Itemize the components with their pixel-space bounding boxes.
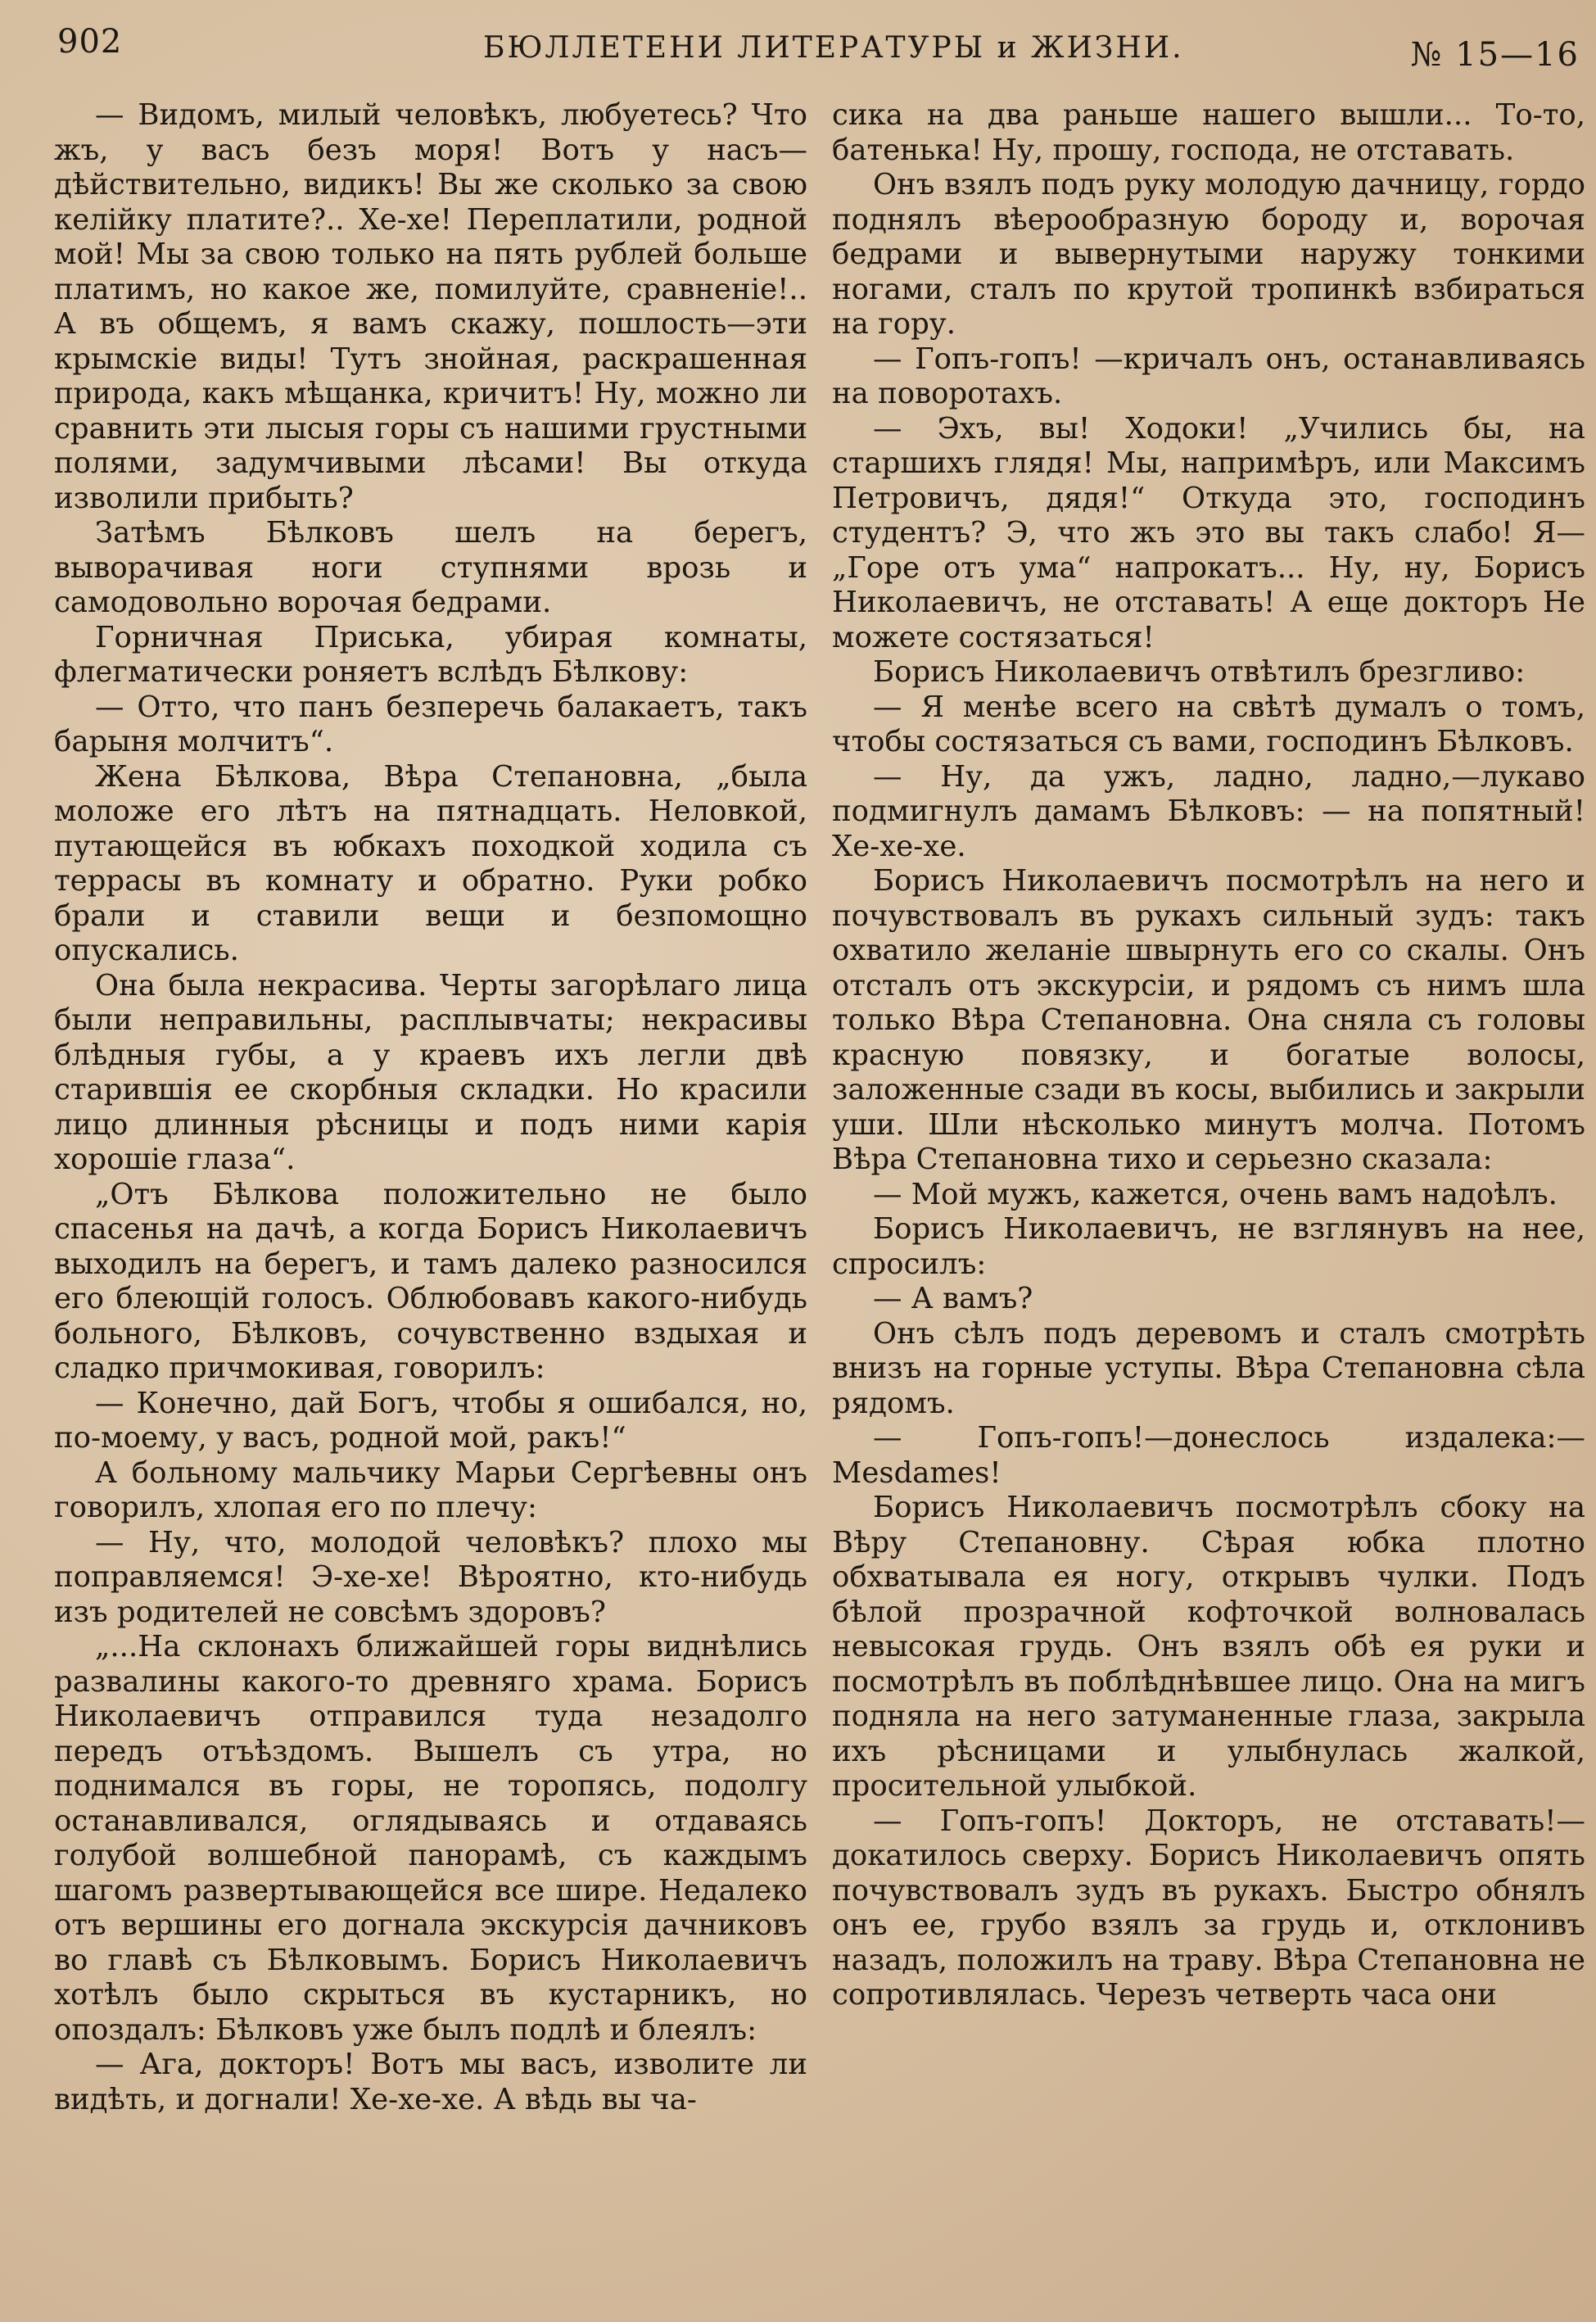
paragraph: — Я менѣе всего на свѣтѣ думалъ о томъ, чтобы состязаться съ вами, господинъ Бѣлковъ. bbox=[832, 690, 1585, 758]
paragraph: — А вамъ? bbox=[873, 1282, 1033, 1315]
paragraph: — Ну, что, молодой человѣкъ? плохо мы поправляемся! Э-хе-хе! Вѣроятно, кто-нибудь изъ родителей не совсѣмъ здоровъ? bbox=[54, 1525, 807, 1629]
paragraph: Онъ взялъ подъ руку молодую дачницу, гордо поднялъ вѣерообразную бороду и, ворочая бедрами и вывернутыми наружу тонкими ногами, сталъ по крутой тропинкѣ взбираться на гору. bbox=[832, 168, 1585, 341]
paragraph: — Гопъ-гопъ! —кричалъ онъ, останавливаясь на поворотахъ. bbox=[832, 342, 1585, 410]
page-number: 902 bbox=[57, 23, 123, 61]
paragraph: Горничная Приська, убирая комнаты, флегматически роняетъ вслѣдъ Бѣлкову: bbox=[54, 620, 807, 689]
paragraph: „...На склонахъ ближайшей горы виднѣлись развалины какого-то древняго храма. Борисъ Николаевичъ отправился туда незадолго передъ отъѣздомъ. Вышелъ съ утра, но поднимался въ горы, не торопясь, подолгу останавливался, оглядываясь и отдаваясь голубой волшебной панорамѣ, съ каждымъ шагомъ развертывающейся все шире. Недалеко отъ вершины его догнала экскурсія дачниковъ во главѣ съ Бѣлковымъ. Борисъ Николаевичъ хотѣлъ было скрыться въ кустарникъ, но опоздалъ: Бѣлковъ уже былъ подлѣ и блеялъ: bbox=[54, 1630, 807, 2047]
paragraph: сика на два раньше нашего вышли... То-то, батенька! Ну, прошу, господа, не отставать. bbox=[832, 98, 1585, 167]
paragraph: „Отъ Бѣлкова положительно не было спасенья на дачѣ, а когда Борисъ Николаевичъ выходилъ на берегъ, и тамъ далеко разносился его блеющій голосъ. Облюбовавъ какого-нибудь больного, Бѣлковъ, сочувственно вздыхая и сладко причмокивая, говорилъ: bbox=[54, 1177, 807, 1385]
paragraph: — Ага, докторъ! Вотъ мы васъ, изволите ли видѣть, и догнали! Хе-хе-хе. А вѣдь вы ча- bbox=[54, 2048, 807, 2116]
paragraph: — Отто, что панъ безперечь балакаетъ, такъ барыня молчитъ“. bbox=[54, 690, 807, 758]
paragraph: — Мой мужъ, кажется, очень вамъ надоѣлъ. bbox=[873, 1177, 1558, 1211]
paragraph: — Гопъ-гопъ! Докторъ, не отставать!—докатилось сверху. Борисъ Николаевичъ опять почувствовалъ зудъ въ рукахъ. Быстро обнялъ онъ ее, грубо взялъ за грудь и, отклонивъ назадъ, положилъ на траву. Вѣра Степановна не сопротивлялась. Черезъ четверть часа они bbox=[832, 1804, 1585, 2012]
right-column bbox=[832, 98, 1585, 2310]
paragraph: — Эхъ, вы! Ходоки! „Учились бы, на старшихъ глядя! Мы, напримѣръ, или Максимъ Петровичъ, дядя!“ Откуда это, господинъ студентъ? Э, что жъ это вы такъ слабо! Я— „Горе отъ ума“ напрокатъ... Ну, ну, Борисъ Николаевичъ, не отставать! А еще докторъ Не можете состязаться! bbox=[832, 411, 1585, 654]
page-header bbox=[57, 23, 1580, 72]
paragraph: Она была некрасива. Черты загорѣлаго лица были неправильны, расплывчаты; некрасивы блѣдныя губы, а у краевъ ихъ легли двѣ старившія ее скорбныя складки. Но красили лицо длинныя рѣсницы и подъ ними карія хорошіе глаза“. bbox=[54, 968, 807, 1176]
paragraph: Борисъ Николаевичъ посмотрѣлъ на него и почувствовалъ въ рукахъ сильный зудъ: такъ охватило желаніе швырнуть его со скалы. Онъ отсталъ отъ экскурсіи, и рядомъ съ нимъ шла только Вѣра Степановна. Она сняла съ головы красную повязку, и богатые волосы, заложенные сзади въ косы, выбились и закрыли уши. Шли нѣсколько минутъ молча. Потомъ Вѣра Степановна тихо и серьезно сказала: bbox=[832, 864, 1585, 1176]
left-column bbox=[54, 98, 807, 2310]
paragraph: А больному мальчику Марьи Сергѣевны онъ говорилъ, хлопая его по плечу: bbox=[54, 1455, 807, 1524]
paragraph: — Ну, да ужъ, ладно, ладно,—лукаво подмигнулъ дамамъ Бѣлковъ: — на попятный! Хе-хе-хе. bbox=[832, 759, 1585, 863]
paragraph: — Видомъ, милый человѣкъ, любуетесь? Что жъ, у васъ безъ моря! Вотъ у насъ— дѣйствительно, видикъ! Вы же сколько за свою келійку платите?.. Хе-хе! Переплатили, родной мой! Мы за свою только на пять рублей больше платимъ, но какое же, помилуйте, сравненіе!.. А въ общемъ, я вамъ скажу, пошлость—эти крымскіе виды! Тутъ знойная, раскрашенная природа, какъ мѣщанка, кричитъ! Ну, можно ли сравнить эти лысыя горы съ нашими грустными полями, задумчивыми лѣсами! Вы откуда изволили прибыть? bbox=[54, 98, 807, 515]
text-body bbox=[54, 98, 1585, 2310]
paragraph: Борисъ Николаевичъ отвѣтилъ брезгливо: bbox=[873, 655, 1526, 689]
paragraph: Затѣмъ Бѣлковъ шелъ на берегъ, выворачивая ноги ступнями врозь и самодовольно ворочая бедрами. bbox=[54, 516, 807, 619]
paragraph: Борисъ Николаевичъ посмотрѣлъ сбоку на Вѣру Степановну. Сѣрая юбка плотно обхватывала ея ногу, открывъ чулки. Подъ бѣлой прозрачной кофточкой волновалась невысокая грудь. Онъ взялъ обѣ ея руки и посмотрѣлъ въ поблѣднѣвшее лицо. Она на мигъ подняла на него затуманенные глаза, закрыла ихъ рѣсницами и улыбнулась жалкой, просительной улыбкой. bbox=[832, 1491, 1585, 1803]
issue-number: № 15—16 bbox=[1410, 36, 1580, 74]
paragraph: Жена Бѣлкова, Вѣра Степановна, „была моложе его лѣтъ на пятнадцать. Неловкой, путающейся въ юбкахъ походкой ходила съ террасы въ комнату и обратно. Руки робко брали и ставили вещи и безпомощно опускались. bbox=[54, 759, 807, 967]
paragraph: Онъ сѣлъ подъ деревомъ и сталъ смотрѣть внизъ на горные уступы. Вѣра Степановна сѣла рядомъ. bbox=[832, 1316, 1585, 1420]
paragraph: — Гопъ-гопъ!—донеслось издалека:—Mesdames! bbox=[832, 1421, 1585, 1490]
paragraph: — Конечно, дай Богъ, чтобы я ошибался, но, по-моему, у васъ, родной мой, ракъ!“ bbox=[54, 1386, 807, 1455]
journal-title: БЮЛЛЕТЕНИ ЛИТЕРАТУРЫ и ЖИЗНИ. bbox=[483, 31, 1184, 65]
paragraph: Борисъ Николаевичъ, не взглянувъ на нее, спросилъ: bbox=[832, 1212, 1585, 1281]
